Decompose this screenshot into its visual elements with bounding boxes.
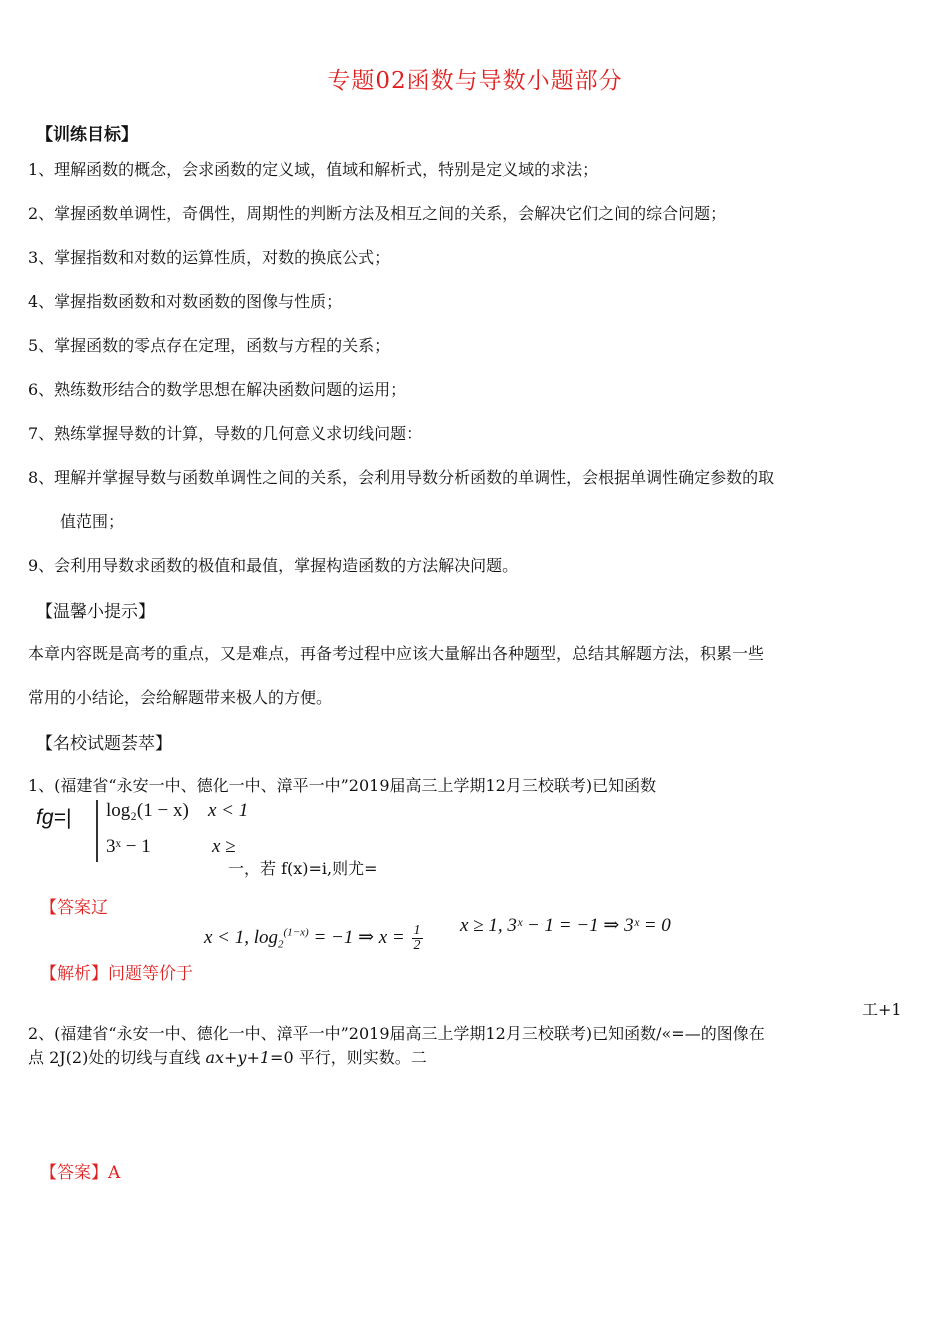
goals-heading: 【训练目标】 xyxy=(36,125,138,145)
goal-item: 1、理解函数的概念，会求函数的定义域，值域和解析式，特别是定义域的求法； xyxy=(28,160,599,179)
solution-left-text: x < 1, log xyxy=(204,926,279,948)
case2-expr: 3ˣ − 1 xyxy=(106,836,151,857)
goal-item: 6、熟练数形结合的数学思想在解决函数问题的运用； xyxy=(28,380,407,399)
problem2-line2 xyxy=(28,1045,427,1068)
goal-item: 3、掌握指数和对数的运算性质，对数的换底公式； xyxy=(28,248,391,267)
problem1-answer-label: 【答案辽 xyxy=(40,898,108,918)
problem2-line2-expr: ax+y+1 xyxy=(205,1048,271,1067)
problem1-stem: 1、(福建省“永安一中、德化一中、漳平一中”2019届高三上学期12月三校联考)已知函数 xyxy=(28,776,657,795)
case1-expr: log₂(1 − x) xyxy=(106,800,189,821)
goal-item: 2、掌握函数单调性，奇偶性，周期性的判断方法及相互之间的关系，会解决它们之间的综合问题； xyxy=(28,204,727,223)
page-title: 专题02函数与导数小题部分 xyxy=(327,68,623,94)
tips-heading: 【温馨小提示】 xyxy=(36,602,155,622)
solution-left xyxy=(204,924,425,953)
solution-right: x ≥ 1, 3ˣ − 1 = −1 ⇒ 3ˣ = 0 xyxy=(460,915,671,936)
solution-log-base: 2 xyxy=(278,938,284,951)
tips-line: 常用的小结论，会给解题带来极人的方便。 xyxy=(28,688,333,707)
problem2-line2-c: =0 平行，则实数。二 xyxy=(270,1048,427,1067)
fraction-denominator: 2 xyxy=(413,938,421,953)
goal-item-continuation: 值范围； xyxy=(60,512,125,531)
goal-item: 7、熟练掌握导数的计算，导数的几何意义求切线问题： xyxy=(28,424,423,443)
problem2-line1: 2、(福建省“永安一中、德化一中、漳平一中”2019届高三上学期12月三校联考)已知函数/«=—的图像在 xyxy=(28,1024,765,1043)
problem1-tail: 一，若 f(x)=i,则尤= xyxy=(228,859,378,878)
solution-log-arg: (1−x) xyxy=(283,926,309,939)
fraction-numerator: 1 xyxy=(413,923,421,938)
solution-left-rest: = −1 ⇒ x = xyxy=(308,926,410,948)
problem2-line2-a: 点 2J(2)处的切线与直线 xyxy=(28,1048,206,1067)
problem1-solution-label: 【解析】问题等价于 xyxy=(40,964,193,984)
case1-cond: x < 1 xyxy=(208,800,249,821)
piecewise-brace xyxy=(96,800,106,862)
solution-fraction xyxy=(412,924,423,953)
goal-item: 4、掌握指数函数和对数函数的图像与性质； xyxy=(28,292,343,311)
goal-item: 9、会利用导数求函数的极值和最值，掌握构造函数的方法解决问题。 xyxy=(28,556,519,575)
case2-cond: x ≥ xyxy=(212,836,236,857)
problem2-answer: 【答案】A xyxy=(40,1163,121,1183)
goal-item: 5、掌握函数的零点存在定理，函数与方程的关系； xyxy=(28,336,391,355)
goal-item: 8、理解并掌握导数与函数单调性之间的关系，会利用导数分析函数的单调性，会根据单调性确定参数的取 xyxy=(28,468,775,487)
problem1-fg-label: fg=| xyxy=(36,806,72,829)
problem2-topright: 工+1 xyxy=(862,1000,902,1019)
tips-line: 本章内容既是高考的重点，又是难点，再备考过程中应该大量解出各种题型，总结其解题方法，积累一些 xyxy=(28,644,765,663)
problems-heading: 【名校试题荟萃】 xyxy=(36,734,172,754)
